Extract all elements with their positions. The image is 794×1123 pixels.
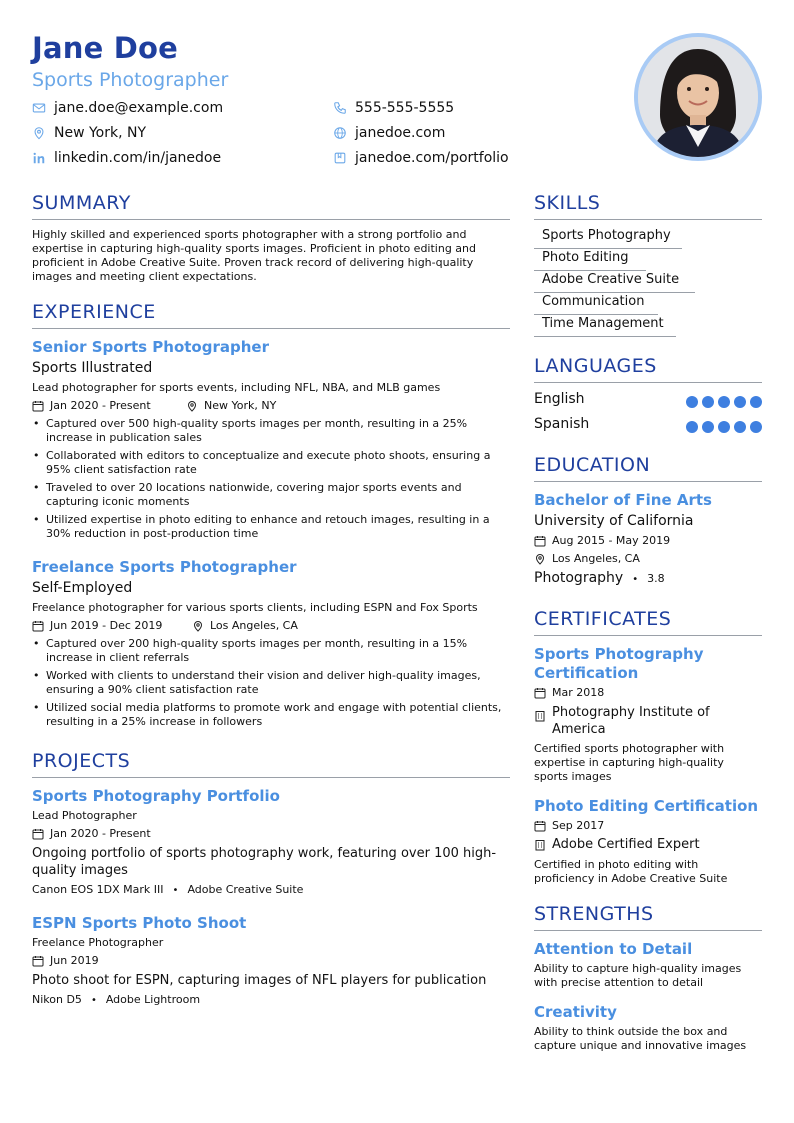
- list-item: • Traveled to over 20 locations nationwide, covering major sports events and capturing iconic moments: [33, 481, 462, 508]
- certificate-title: Photo Editing Certification: [534, 797, 759, 815]
- phone-text: 555-555-5555: [355, 100, 455, 116]
- school-name: University of California: [534, 513, 694, 529]
- job-description: Lead photographer for sports events, including NFL, NBA, and MLB games: [32, 381, 441, 394]
- section-divider: [534, 219, 762, 220]
- job-title: Senior Sports Photographer: [32, 338, 269, 356]
- job-company: Self-Employed: [32, 580, 133, 596]
- profile-photo: [634, 33, 762, 161]
- strength-title: Creativity: [534, 1003, 617, 1021]
- location-pin-icon: [534, 553, 546, 565]
- location-pin-icon: [186, 400, 198, 412]
- section-title-languages: LANGUAGES: [534, 355, 657, 377]
- calendar-icon: [534, 535, 546, 547]
- skill-item: Time Management: [534, 316, 676, 337]
- section-title-summary: SUMMARY: [32, 192, 131, 214]
- project-title: Sports Photography Portfolio: [32, 787, 280, 805]
- list-item: • Captured over 200 high-quality sports images per month, resulting in a 15% increase in client referrals: [33, 637, 468, 664]
- mail-icon: [32, 101, 46, 115]
- contact-portfolio[interactable]: [333, 150, 509, 166]
- job-title: Freelance Sports Photographer: [32, 558, 297, 576]
- job-dates: [32, 399, 151, 412]
- location-pin-icon: [32, 126, 46, 140]
- project-tools: Canon EOS 1DX Mark III • Adobe Creative Suite: [32, 883, 304, 896]
- skill-item: Communication: [534, 294, 658, 315]
- location-pin-icon: [192, 620, 204, 632]
- job-location: [192, 619, 298, 632]
- candidate-role: Sports Photographer: [32, 69, 229, 91]
- list-item: • Captured over 500 high-quality sports images per month, resulting in a 25% increase in publication sales: [33, 417, 468, 444]
- level-dot: [718, 421, 730, 433]
- skill-item: Photo Editing: [534, 250, 646, 271]
- project-role: Freelance Photographer: [32, 936, 164, 949]
- section-divider: [534, 635, 762, 636]
- education-location: [534, 552, 640, 565]
- job-location-text: New York, NY: [204, 399, 277, 412]
- gpa-text: 3.8: [647, 572, 665, 585]
- phone-icon: [333, 101, 347, 115]
- section-divider: [534, 382, 762, 383]
- section-title-experience: EXPERIENCE: [32, 301, 156, 323]
- contact-website[interactable]: [333, 125, 445, 141]
- contact-email[interactable]: [32, 100, 223, 116]
- job-description: Freelance photographer for various sports clients, including ESPN and Fox Sports: [32, 601, 478, 614]
- location-text: New York, NY: [54, 125, 147, 141]
- job-dates: [32, 619, 162, 632]
- section-divider: [32, 328, 510, 329]
- job-location-text: Los Angeles, CA: [210, 619, 298, 632]
- bullet-text: Traveled to over 20 locations nationwide, covering major sports events and capturing iconic moments: [46, 481, 462, 508]
- project-dates: [32, 827, 151, 840]
- job-dates-text: Jan 2020 - Present: [50, 399, 151, 412]
- level-dot: [734, 421, 746, 433]
- certificate-title: Sports Photography Certification: [534, 645, 704, 682]
- section-title-education: EDUCATION: [534, 454, 651, 476]
- certificate-description: Certified sports photographer with expertise in capturing high-quality sports images: [534, 742, 725, 783]
- education-dates: [534, 534, 670, 547]
- project-tools: Nikon D5 • Adobe Lightroom: [32, 993, 201, 1006]
- calendar-icon: [32, 955, 44, 967]
- portfolio-icon: [333, 151, 347, 165]
- section-divider: [534, 481, 762, 482]
- calendar-icon: [534, 820, 546, 832]
- certificate-date: [534, 819, 604, 832]
- language-name: English: [534, 391, 585, 407]
- level-dot: [702, 421, 714, 433]
- skill-item: Adobe Creative Suite: [534, 272, 695, 293]
- language-level-english: [686, 396, 762, 408]
- contact-linkedin[interactable]: [32, 150, 221, 166]
- project-dates-text: Jan 2020 - Present: [50, 827, 151, 840]
- tool-tag: Adobe Creative Suite: [187, 883, 304, 896]
- certificate-issuer: [534, 704, 732, 738]
- calendar-icon: [534, 687, 546, 699]
- list-item: • Worked with clients to understand their vision and deliver high-quality images, ensuring a 90% client satisfaction rate: [33, 669, 481, 696]
- certificate-date: [534, 686, 604, 699]
- tool-tag: Adobe Lightroom: [105, 993, 201, 1006]
- section-title-skills: SKILLS: [534, 192, 601, 214]
- calendar-icon: [32, 620, 44, 632]
- education-field: Photography • 3.8: [534, 570, 665, 586]
- bullet-text: Utilized social media platforms to promote work and engage with potential clients, resulting in a 25% increase in followers: [46, 701, 502, 728]
- level-dot: [718, 396, 730, 408]
- certificate-description: Certified in photo editing with proficiency in Adobe Creative Suite: [534, 858, 728, 885]
- linkedin-text: linkedin.com/in/janedoe: [54, 150, 222, 166]
- list-item: • Utilized expertise in photo editing to enhance and retouch images, resulting in a 30% reduction in post-production time: [33, 513, 490, 540]
- calendar-icon: [32, 828, 44, 840]
- contact-location: [32, 125, 146, 141]
- bullet-text: Worked with clients to understand their vision and deliver high-quality images, ensuring a 90% client satisfaction rate: [46, 669, 481, 696]
- strength-title: Attention to Detail: [534, 940, 693, 958]
- certificate-issuer: [534, 837, 700, 852]
- project-role: Lead Photographer: [32, 809, 137, 822]
- certificate-issuer-text: Photography Institute of America: [552, 705, 710, 737]
- project-description: Photo shoot for ESPN, capturing images of NFL players for publication: [32, 973, 487, 988]
- candidate-name: Jane Doe: [32, 31, 179, 65]
- section-title-certificates: CERTIFICATES: [534, 608, 672, 630]
- bullet-text: Captured over 500 high-quality sports images per month, resulting in a 25% increase in publication sales: [46, 417, 468, 444]
- language-name: Spanish: [534, 416, 590, 432]
- project-description: Ongoing portfolio of sports photography work, featuring over 100 high-quality images: [32, 846, 497, 878]
- building-icon: [534, 710, 546, 722]
- level-dot: [734, 396, 746, 408]
- portfolio-text: janedoe.com/portfolio: [355, 150, 509, 166]
- bullet-text: Captured over 200 high-quality sports images per month, resulting in a 15% increase in client referrals: [46, 637, 468, 664]
- job-dates-text: Jun 2019 - Dec 2019: [50, 619, 163, 632]
- degree-title: Bachelor of Fine Arts: [534, 491, 712, 509]
- building-icon: [534, 839, 546, 851]
- project-dates: [32, 954, 99, 967]
- strength-description: Ability to think outside the box and capture unique and innovative images: [534, 1025, 747, 1052]
- job-company: Sports Illustrated: [32, 360, 153, 376]
- job-location: [186, 399, 276, 412]
- project-title: ESPN Sports Photo Shoot: [32, 914, 247, 932]
- section-divider: [32, 777, 510, 778]
- skill-item: Sports Photography: [534, 228, 682, 249]
- certificate-date-text: Mar 2018: [552, 686, 605, 699]
- section-title-strengths: STRENGTHS: [534, 903, 654, 925]
- education-location-text: Los Angeles, CA: [552, 552, 640, 565]
- bullet-text: Utilized expertise in photo editing to enhance and retouch images, resulting in a 30% reduction in post-production time: [46, 513, 490, 540]
- strength-description: Ability to capture high-quality images with precise attention to detail: [534, 962, 742, 989]
- project-dates-text: Jun 2019: [50, 954, 99, 967]
- linkedin-icon: [32, 151, 46, 165]
- list-item: • Collaborated with editors to conceptualize and execute photo shoots, ensuring a 95% client satisfaction rate: [33, 449, 491, 476]
- globe-icon: [333, 126, 347, 140]
- section-title-projects: PROJECTS: [32, 750, 131, 772]
- email-text: jane.doe@example.com: [54, 100, 224, 116]
- certificate-issuer-text: Adobe Certified Expert: [552, 837, 700, 852]
- section-divider: [534, 930, 762, 931]
- list-item: • Utilized social media platforms to promote work and engage with potential clients, resulting in a 25% increase in followers: [33, 701, 502, 728]
- contact-phone[interactable]: [333, 100, 454, 116]
- section-divider: [32, 219, 510, 220]
- level-dot: [750, 421, 762, 433]
- tool-tag: Canon EOS 1DX Mark III: [32, 883, 164, 896]
- level-dot: [750, 396, 762, 408]
- language-level-spanish: [686, 421, 762, 433]
- bullet-text: Collaborated with editors to conceptualize and execute photo shoots, ensuring a 95% client satisfaction rate: [46, 449, 491, 476]
- certificate-date-text: Sep 2017: [552, 819, 605, 832]
- tool-tag: Nikon D5: [32, 993, 82, 1006]
- summary-text: Highly skilled and experienced sports photographer with a strong portfolio and expertise in capturing high-quality sports images. Proficient in photo editing and proficient in Adobe Creative Suite. Proven track record of delivering high-quality images and meeting client expectations.: [32, 228, 477, 283]
- level-dot: [686, 396, 698, 408]
- website-text: janedoe.com: [355, 125, 446, 141]
- level-dot: [702, 396, 714, 408]
- portrait-image: [638, 37, 758, 157]
- field-text: Photography: [534, 570, 624, 586]
- calendar-icon: [32, 400, 44, 412]
- education-dates-text: Aug 2015 - May 2019: [552, 534, 671, 547]
- level-dot: [686, 421, 698, 433]
